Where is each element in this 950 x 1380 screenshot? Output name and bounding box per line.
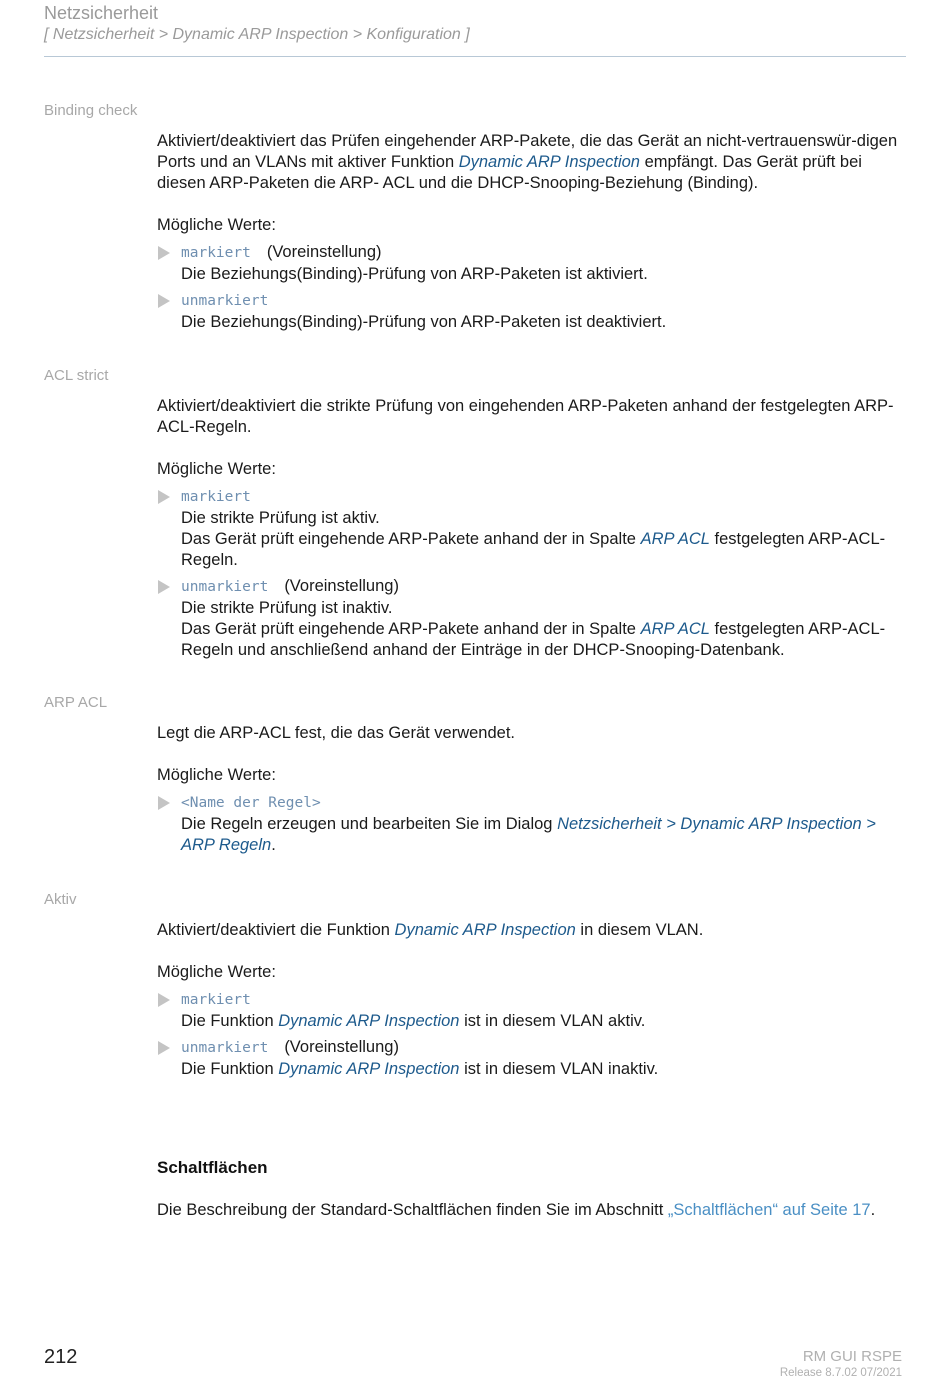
section-body-aktiv (157, 920, 907, 1085)
list-item (157, 576, 907, 661)
triangle-bullet-icon (158, 1041, 170, 1055)
cross-reference: Dynamic ARP Inspection (278, 1012, 460, 1030)
option-description: Die Funktion (181, 1012, 279, 1030)
release-info: Release 8.7.02 07/2021 (779, 1367, 902, 1379)
cross-reference: ARP ACL (640, 530, 710, 548)
triangle-bullet-icon (158, 993, 170, 1007)
option-value: unmarkiert (181, 1040, 269, 1056)
option-value: <Name der Regel> (181, 795, 321, 811)
list-item (157, 989, 907, 1032)
option-description: . (271, 836, 276, 854)
cross-reference: Dynamic ARP Inspection (278, 1060, 460, 1078)
page-link[interactable]: „Schaltflächen“ auf Seite 17 (667, 1201, 871, 1219)
triangle-bullet-icon (158, 294, 170, 308)
description (157, 920, 907, 941)
schaltflaechen-text (157, 1200, 907, 1221)
triangle-bullet-icon (158, 490, 170, 504)
cross-reference: Dynamic ARP Inspection (458, 153, 640, 171)
page-header-title: Netzsicherheit (44, 3, 159, 23)
option-description: festgelegten ARP-ACL-Regeln und anschließend anhand der Einträge in der DHCP-Snooping-Datenbank. (181, 620, 886, 659)
list-item (157, 242, 907, 285)
option-description: Das Gerät prüft eingehende ARP-Pakete anhand der in Spalte (181, 530, 641, 548)
section-label-aktiv: Aktiv (44, 891, 77, 908)
possible-values-heading: Mögliche Werte: (157, 963, 276, 981)
default-note: (Voreinstellung) (266, 243, 382, 261)
option-description: Die Regeln erzeugen und bearbeiten Sie im Dialog (181, 815, 558, 833)
description-text: Aktiviert/deaktiviert das Prüfen eingehender ARP-Pakete, die das Gerät an nicht-vertrauenswür-digen Ports und an VLANs mit aktiver Funktion (157, 132, 898, 171)
option-description: Die strikte Prüfung ist aktiv. (181, 509, 380, 527)
description-text: Aktiviert/deaktiviert die Funktion (157, 921, 395, 939)
cross-reference: ARP ACL (640, 620, 710, 638)
option-description: Die Beziehungs(Binding)-Prüfung von ARP-Paketen ist aktiviert. (181, 265, 648, 283)
list-item (157, 1037, 907, 1080)
triangle-bullet-icon (158, 580, 170, 594)
description-text: empfängt. Das Gerät prüft bei diesen ARP-Paketen die ARP- ACL und die DHCP-Snooping-Beziehung (Binding). (157, 153, 862, 192)
description (157, 131, 907, 194)
section-body-binding-check (157, 131, 907, 338)
option-value: markiert (181, 489, 251, 505)
option-value: unmarkiert (181, 293, 269, 309)
section-label-acl-strict: ACL strict (44, 367, 109, 384)
default-note: (Voreinstellung) (284, 577, 399, 595)
document-name: RM GUI RSPE (802, 1348, 902, 1365)
page-number: 212 (44, 1346, 78, 1368)
option-value: unmarkiert (181, 579, 269, 595)
list-item (157, 290, 907, 333)
section-label-arp-acl: ARP ACL (44, 694, 108, 711)
body-text: Die Beschreibung der Standard-Schaltflächen finden Sie im Abschnitt (157, 1201, 668, 1219)
option-value: markiert (181, 992, 251, 1008)
list-item (157, 486, 907, 571)
option-value: markiert (181, 245, 251, 261)
section-heading-schaltflaechen: Schaltflächen (157, 1158, 268, 1177)
description-text: in diesem VLAN. (575, 921, 704, 939)
option-description: Die Beziehungs(Binding)-Prüfung von ARP-Paketen ist deaktiviert. (181, 313, 667, 331)
possible-values-heading: Mögliche Werte: (157, 216, 276, 234)
section-body-acl-strict (157, 396, 907, 666)
triangle-bullet-icon (158, 796, 170, 810)
default-note: (Voreinstellung) (284, 1038, 399, 1056)
possible-values-heading: Mögliche Werte: (157, 460, 276, 478)
description: Legt die ARP-ACL fest, die das Gerät verwendet. (157, 724, 515, 742)
triangle-bullet-icon (158, 246, 170, 260)
description: Aktiviert/deaktiviert die strikte Prüfung von eingehenden ARP-Paketen anhand der festgelegten ARP-ACL-Regeln. (157, 397, 894, 436)
dialog-link[interactable]: Netzsicherheit > Dynamic ARP Inspection > ARP Regeln (181, 815, 876, 854)
section-label-binding-check: Binding check (44, 102, 138, 119)
cross-reference: Dynamic ARP Inspection (394, 921, 576, 939)
option-description: ist in diesem VLAN aktiv. (459, 1012, 646, 1030)
section-body-arp-acl (157, 723, 907, 861)
option-description: Die strikte Prüfung ist inaktiv. (181, 599, 393, 617)
header-divider (44, 56, 906, 57)
possible-values-heading: Mögliche Werte: (157, 766, 276, 784)
breadcrumb: [ Netzsicherheit > Dynamic ARP Inspection > Konfiguration ] (44, 26, 470, 43)
option-description: Das Gerät prüft eingehende ARP-Pakete anhand der in Spalte (181, 620, 641, 638)
body-text: . (870, 1201, 876, 1219)
option-description: festgelegten ARP-ACL-Regeln. (181, 530, 886, 569)
list-item (157, 792, 907, 856)
option-description: ist in diesem VLAN inaktiv. (459, 1060, 659, 1078)
option-description: Die Funktion (181, 1060, 279, 1078)
